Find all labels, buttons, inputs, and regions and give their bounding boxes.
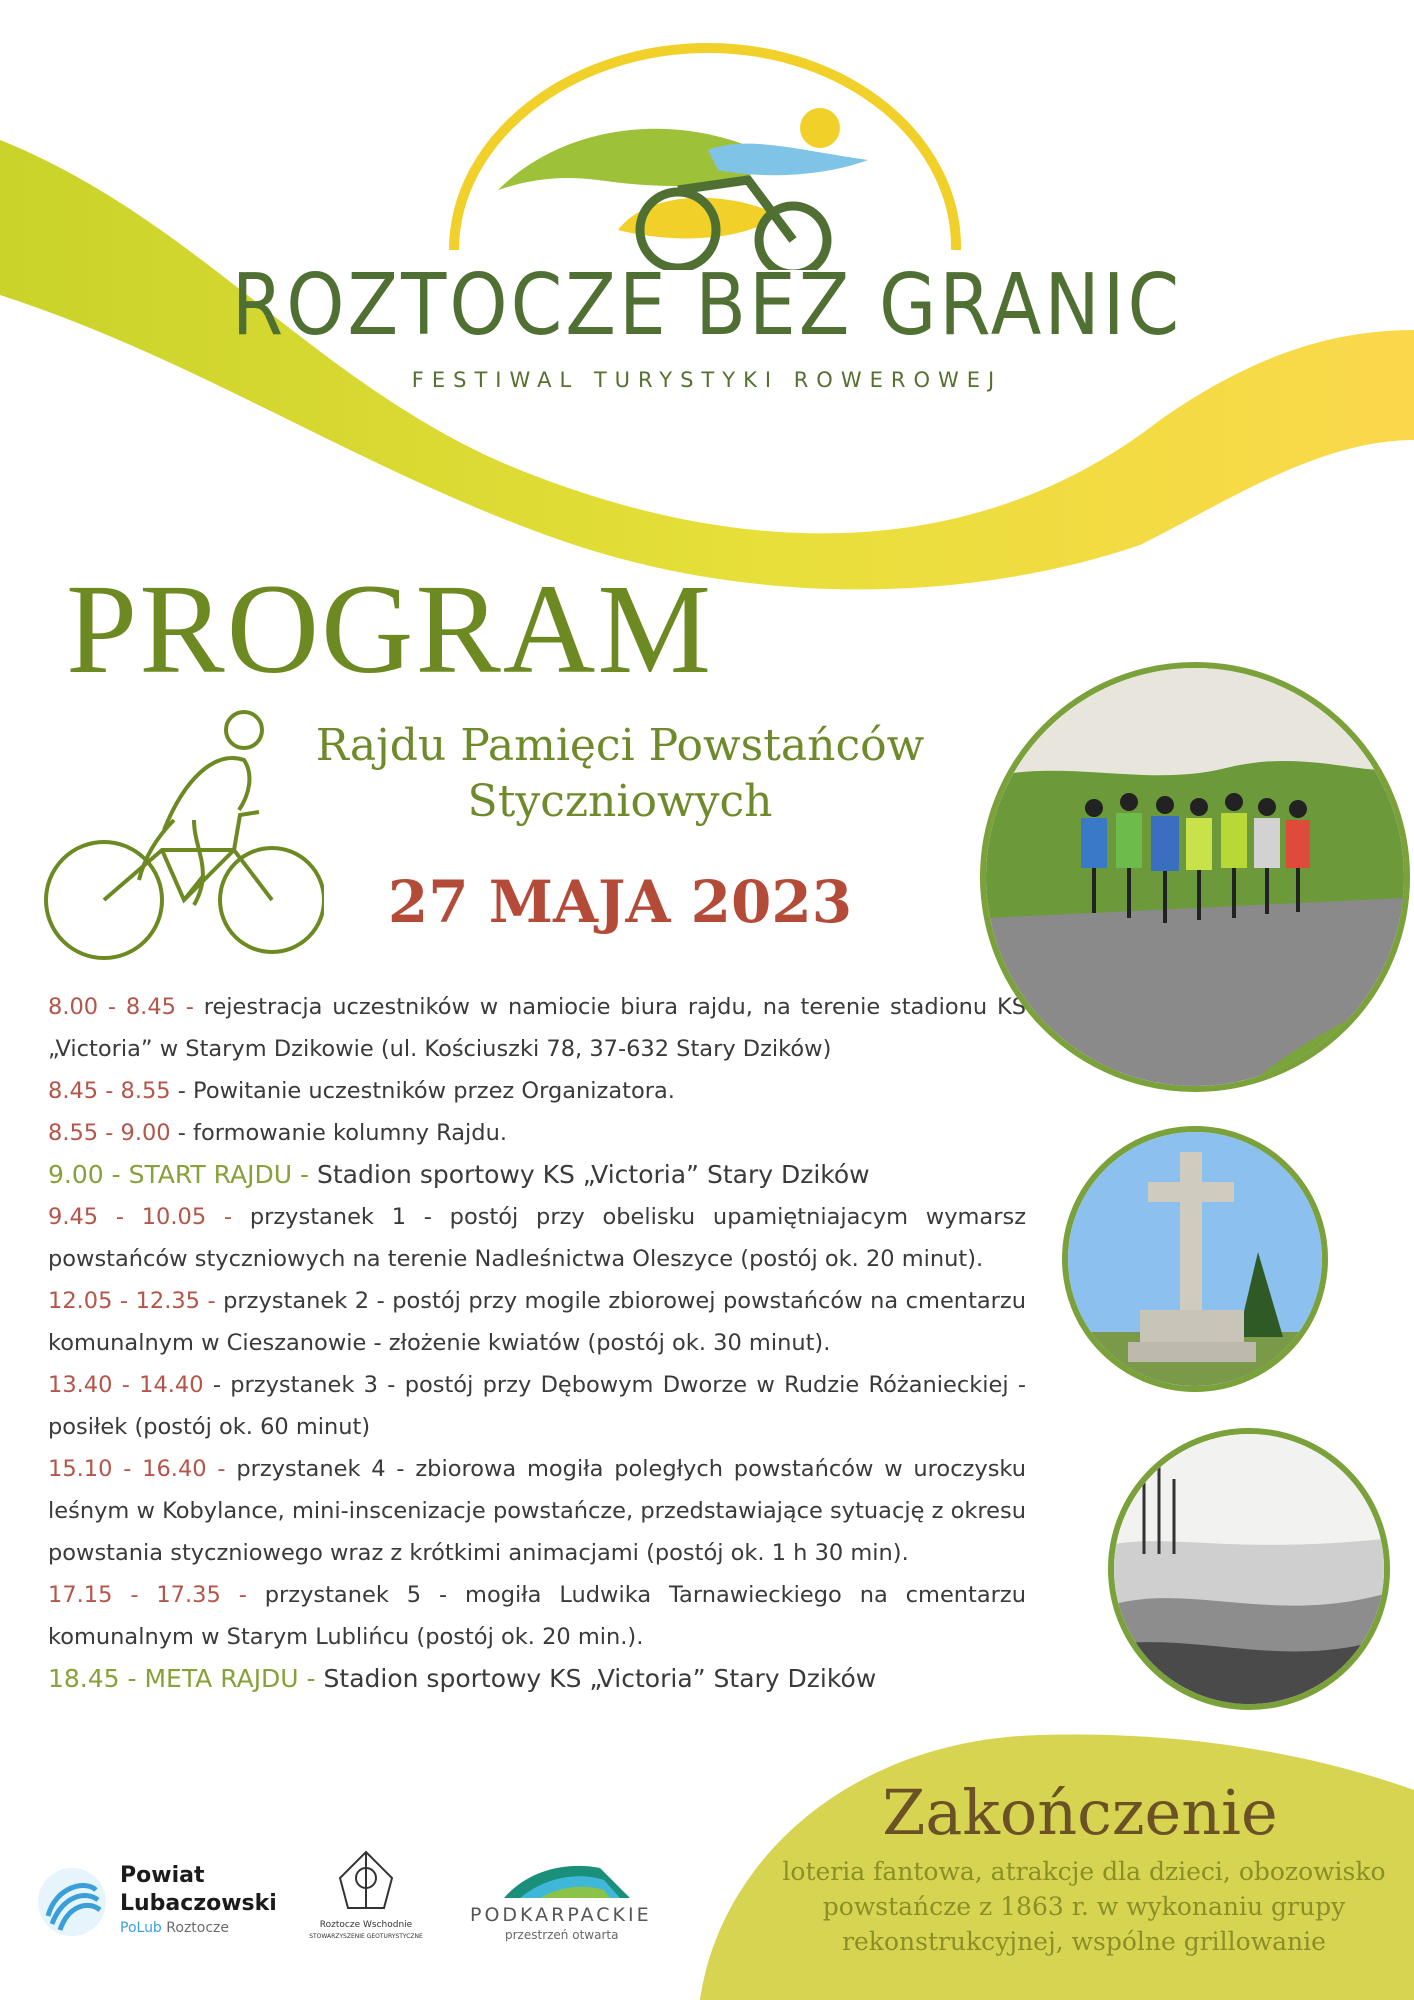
schedule-text: przystanek 2 - postój przy mogile zbiorowej powstańców na cmentarzu komunalnym w Cieszanowie - złożenie kwiatów (postój ok. 30 minut).	[48, 1288, 1027, 1356]
podkarpackie-logo-icon	[500, 1858, 640, 1900]
schedule-item	[48, 1070, 1026, 1112]
festival-logo-icon	[448, 40, 968, 270]
schedule-time: 17.15 - 17.35 -	[48, 1582, 265, 1608]
podkarpackie-subtitle: przestrzeń otwarta	[505, 1928, 619, 1942]
schedule-item	[48, 986, 1026, 1070]
powiat-lubaczowski-logo-icon	[36, 1866, 108, 1938]
schedule-text: Stadion sportowy KS „Victoria” Stary Dzików	[316, 1160, 870, 1189]
ending-description: loteria fantowa, atrakcje dla dzieci, obozowisko powstańcze z 1863 r. w wykonaniu grupy rekonstrukcyjnej, wspólne grillowanie	[782, 1857, 1386, 1956]
schedule-time: 18.45 - META RAJDU -	[48, 1664, 324, 1693]
schedule-text: - formowanie kolumny Rajdu.	[170, 1120, 507, 1146]
schedule-item	[48, 1364, 1026, 1448]
schedule-text: przystanek 1 - postój przy obelisku upamiętniajacym wymarsz powstańców styczniowych na terenie Nadleśnictwa Oleszyce (postój ok. 20 minut).	[48, 1204, 1027, 1272]
powiat-lubaczowski-name	[120, 1862, 277, 1918]
cyclists-photo	[980, 662, 1410, 1092]
roztocze-wschodnie-logo-icon	[334, 1848, 398, 1914]
schedule-item	[48, 1112, 1026, 1154]
roztocze-wschodnie-name	[306, 1920, 426, 1942]
schedule-item	[48, 1280, 1026, 1364]
event-date: 27 MAJA 2023	[387, 868, 853, 936]
roztocze-label: Roztocze	[161, 1920, 230, 1936]
schedule-time: 8.55 - 9.00	[48, 1120, 171, 1146]
polub-roztocze-label	[120, 1920, 229, 1936]
logo-title: ROZTOCZE BEZ GRANIC	[231, 255, 1183, 355]
ending-title: Zakończenie	[882, 1776, 1278, 1849]
schedule-time: 8.45 - 8.55	[48, 1078, 171, 1104]
schedule-item	[48, 1448, 1026, 1574]
schedule-item	[48, 1658, 1026, 1700]
logo-subtitle: FESTIWAL TURYSTYKI ROWEROWEJ	[411, 368, 1003, 392]
schedule-text: przystanek 5 - mogiła Ludwika Tarnawieckiego na cmentarzu komunalnym w Starym Lublińcu (postój ok. 20 min.).	[48, 1582, 1026, 1650]
roztocze-wschodnie-title: Roztocze Wschodnie	[319, 1920, 413, 1930]
powiat-line1: Powiat	[120, 1863, 205, 1888]
schedule-text: - przystanek 3 - postój przy Dębowym Dworze w Rudzie Różanieckiej - posiłek (postój ok. 60 minut)	[48, 1372, 1026, 1440]
schedule-text: przystanek 4 - zbiorowa mogiła poległych powstańców w uroczysku leśnym w Kobylance, mini-inscenizacje powstańcze, przedstawiające sytuację z okresu powstania styczniowego wraz z krótkimi animacjami (postój ok. 1 h 30 min).	[48, 1456, 1027, 1566]
schedule-time: 13.40 - 14.40	[48, 1372, 204, 1398]
schedule-text: - Powitanie uczestników przez Organizatora.	[170, 1078, 675, 1104]
schedule-text: Stadion sportowy KS „Victoria” Stary Dzików	[323, 1664, 877, 1693]
cross-monument-photo	[1062, 1126, 1328, 1392]
schedule-time: 8.00 - 8.45 -	[48, 994, 204, 1020]
schedule-item	[48, 1154, 1026, 1196]
schedule-text: rejestracja uczestników w namiocie biura rajdu, na terenie stadionu KS „Victoria” w Starym Dzikowie (ul. Kościuszki 78, 37-632 Stary Dzików)	[48, 994, 1026, 1062]
podkarpackie-name: PODKARPACKIE	[470, 1904, 652, 1926]
program-heading: PROGRAM	[66, 558, 714, 700]
schedule-time: 12.05 - 12.35 -	[48, 1288, 224, 1314]
schedule-time: 15.10 - 16.40 -	[48, 1456, 237, 1482]
roztocze-wschodnie-subtitle: STOWARZYSZENIE GEOTURYSTYCZNE	[309, 1933, 423, 1940]
schedule-list	[48, 986, 1026, 1700]
schedule-item	[48, 1574, 1026, 1658]
battle-engraving-photo	[1108, 1428, 1390, 1710]
schedule-time: 9.00 - START RAJDU -	[48, 1160, 317, 1189]
powiat-line2: Lubaczowski	[120, 1891, 277, 1916]
event-title: Rajdu Pamięci Powstańców Styczniowych	[315, 720, 925, 827]
polub-label: PoLub	[120, 1920, 162, 1936]
schedule-time: 9.45 - 10.05 -	[48, 1204, 250, 1230]
schedule-item	[48, 1196, 1026, 1280]
